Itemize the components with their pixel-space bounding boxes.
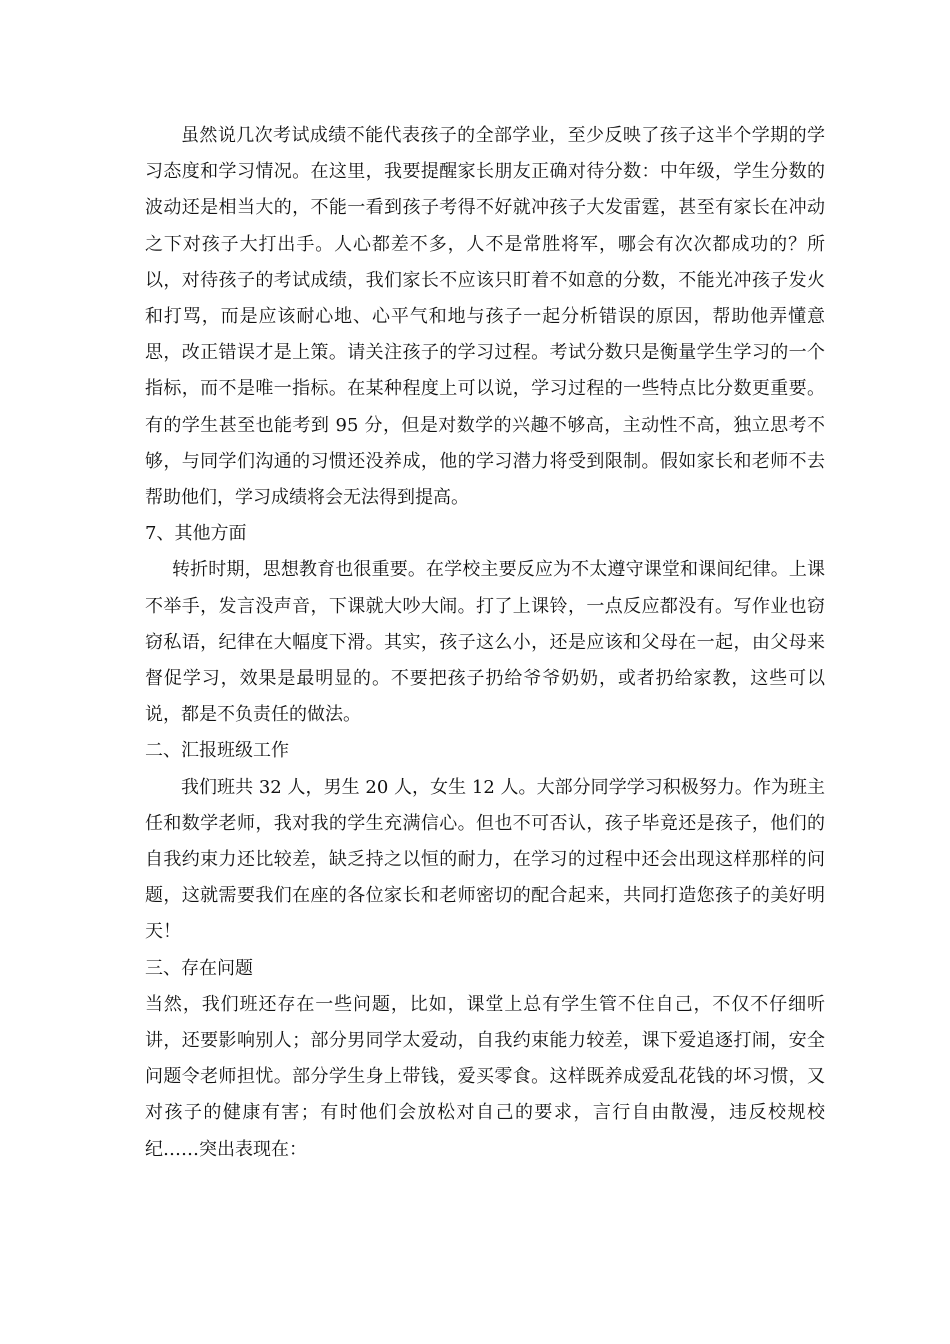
paragraph-problems: 当然，我们班还存在一些问题，比如，课堂上总有学生管不住自己，不仅不仔细听讲，还要影响别人；部分男同学太爱动，自我约束能力较差，课下爱追逐打闹，安全问题令老师担忧。部分学生身上带钱，爱买零食。这样既养成爱乱花钱的坏习惯，又对孩子的健康有害；有时他们会放松对自己的要求，言行自由散漫，违反校规校纪……突出表现在： <box>145 993 825 1160</box>
section-heading-other-aspects: 7、其他方面 <box>145 523 247 545</box>
paragraph-class-overview: 我们班共 32 人，男生 20 人，女生 12 人。大部分同学学习积极努力。作为班主任和数学老师，我对我的学生充满信心。但也不可否认，孩子毕竟还是孩子，他们的自我约束力还比较差，缺乏持之以恒的耐力，在学习的过程中还会出现这样那样的问题，这就需要我们在座的各位家长和老师密切的配合起来，共同打造您孩子的美好明天！ <box>145 776 825 943</box>
section-heading-problems: 三、存在问题 <box>145 957 253 979</box>
document-body <box>145 118 825 1168</box>
section-heading-class-report: 二、汇报班级工作 <box>145 740 289 762</box>
paragraph-exam-scores: 虽然说几次考试成绩不能代表孩子的全部学业，至少反映了孩子这半个学期的学习态度和学习情况。在这里，我要提醒家长朋友正确对待分数：中年级，学生分数的波动还是相当大的，不能一看到孩子考得不好就冲孩子大发雷霆，甚至有家长在冲动之下对孩子大打出手。人心都差不多，人不是常胜将军，哪会有次次都成功的？所以，对待孩子的考试成绩，我们家长不应该只盯着不如意的分数，不能光冲孩子发火和打骂，而是应该耐心地、心平气和地与孩子一起分析错误的原因，帮助他弄懂意思，改正错误才是上策。请关注孩子的学习过程。考试分数只是衡量学生学习的一个指标，而不是唯一指标。在某种程度上可以说，学习过程的一些特点比分数更重要。有的学生甚至也能考到 95 分，但是对数学的兴趣不够高，主动性不高，独立思考不够，与同学们沟通的习惯还没养成，他的学习潜力将受到限制。假如家长和老师不去帮助他们，学习成绩将会无法得到提高。 <box>145 125 825 509</box>
paragraph-discipline: 转折时期，思想教育也很重要。在学校主要反应为不太遵守课堂和课间纪律。上课不举手，发言没声音，下课就大吵大闹。打了上课铃，一点反应都没有。写作业也窃窃私语，纪律在大幅度下滑。其实，孩子这么小，还是应该和父母在一起，由父母来督促学习，效果是最明显的。不要把孩子扔给爷爷奶奶，或者扔给家教，这些可以说，都是不负责任的做法。 <box>145 559 825 726</box>
